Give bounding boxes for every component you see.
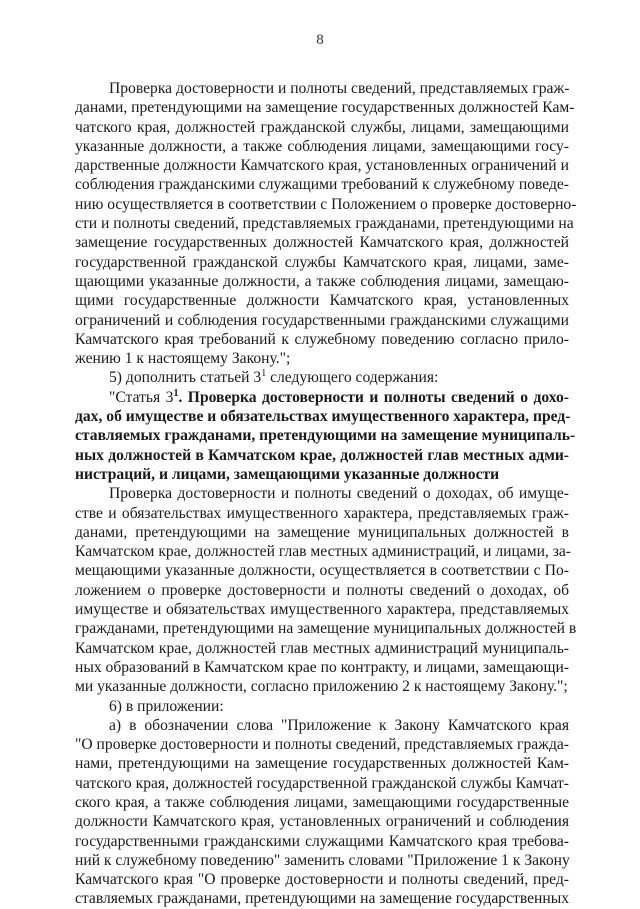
article-heading-line: ставляемых гражданами, претендующими на замещение муниципаль- bbox=[75, 427, 576, 445]
article-quote: "Статья 3 bbox=[109, 388, 174, 406]
paragraph-3-line: ми указанные должности, согласно приложению 2 к настоящему Закону."; bbox=[75, 678, 568, 696]
paragraph-3-line: Проверка достоверности и полноты сведений о доходах, об имуще- bbox=[109, 485, 569, 503]
paragraph-1-line: нию осуществляется в соответствии с Положением о проверке достоверно- bbox=[75, 195, 577, 213]
paragraph-1-line: сти и полноты сведений, представляемых гражданами, претендующими на bbox=[75, 215, 574, 233]
item-6-line: 6) в приложении: bbox=[109, 697, 224, 715]
subitem-a-line: должности Камчатского края, установленных ограничений и соблюдения bbox=[75, 813, 569, 831]
paragraph-1-line: жению 1 к настоящему Закону."; bbox=[75, 350, 291, 368]
paragraph-3-line: гражданами, претендующими на замещение муниципальных должностей в bbox=[75, 620, 577, 638]
subitem-a-line: Камчатского края "О проверке достоверности и полноты сведений, пред- bbox=[75, 871, 569, 889]
paragraph-3-line: ных образований в Камчатском крае по контракту, и лицами, замещающи- bbox=[75, 658, 569, 676]
paragraph-1-line: Камчатского края требований к служебному поведению согласно прило- bbox=[75, 330, 569, 348]
subitem-a-line: "О проверке достоверности и полноты сведений, представляемых гражда- bbox=[75, 736, 569, 754]
paragraph-3-line: мещающими указанные должности, осуществляется в соответствии с По- bbox=[75, 562, 569, 580]
paragraph-1-line: щающими указанные должности, а также соблюдения лицами, замещаю- bbox=[75, 272, 569, 290]
subitem-a-line: а) в обозначении слова "Приложение к Закону Камчатского края bbox=[109, 716, 569, 734]
superscript: 1 bbox=[261, 368, 267, 380]
page-number: 8 bbox=[316, 32, 324, 48]
subitem-a-line: ставляемых гражданами, претендующими на замещение государственных bbox=[75, 890, 569, 908]
article-heading-line: дах, об имуществе и обязательствах имущественного характера, пред- bbox=[75, 408, 571, 426]
paragraph-1-line: государственной гражданской службы Камчатского края, лицами, заме- bbox=[75, 253, 569, 271]
item-5-text: 5) дополнить статьей 3 bbox=[109, 369, 262, 387]
subitem-a-line: чатского края, должностей государственной гражданской службы Камчат- bbox=[75, 774, 569, 792]
item-5-line bbox=[75, 368, 569, 387]
subitem-a-line: государственными гражданскими служащими Камчатского края требова- bbox=[75, 832, 569, 850]
article-heading-line bbox=[75, 388, 569, 407]
paragraph-3-line: данами, претендующими на замещение муниципальных должностей в bbox=[75, 523, 569, 541]
item-5-text-end: следующего содержания: bbox=[266, 369, 439, 387]
paragraph-3-line: ложением о проверке достоверности и полноты сведений о доходах, об bbox=[75, 581, 569, 599]
paragraph-1-line: данами, претендующими на замещение государственных должностей Кам- bbox=[75, 99, 575, 117]
subitem-a-line: ского края, а также соблюдения лицами, замещающими государственные bbox=[75, 793, 569, 811]
paragraph-3-line: Камчатском крае, должностей глав местных администраций муниципаль- bbox=[75, 639, 569, 657]
article-superscript: 1 bbox=[173, 387, 179, 399]
article-heading-line: нистраций, и лицами, замещающими указанные должности bbox=[75, 465, 500, 483]
paragraph-1-line: чатского края, должностей гражданской службы, лицами, замещающими bbox=[75, 118, 569, 136]
article-heading-line: ных должностей в Камчатском крае, должностей глав местных адми- bbox=[75, 446, 569, 464]
paragraph-1-line: ограничений и соблюдения государственными гражданскими служащими bbox=[75, 311, 569, 329]
paragraph-1-line: указанные должности, а также соблюдения лицами, замещающими госу- bbox=[75, 137, 569, 155]
paragraph-1-line: щими государственные должности Камчатского края, установленных bbox=[75, 292, 569, 310]
subitem-a-line: ний к служебному поведению" заменить словами "Приложение 1 к Закону bbox=[75, 851, 570, 869]
paragraph-1-line: замещение государственных должностей Камчатского края, должностей bbox=[75, 234, 569, 252]
paragraph-1-line: соблюдения гражданскими служащими требований к служебному поведе- bbox=[75, 176, 569, 194]
paragraph-3-line: стве и обязательствах имущественного характера, представляемых граж- bbox=[75, 504, 569, 522]
document-body bbox=[75, 79, 577, 909]
paragraph-3-line: имуществе и обязательствах имущественного характера, представляемых bbox=[75, 601, 569, 619]
paragraph-1-line: дарственные должности Камчатского края, установленных ограничений и bbox=[75, 157, 569, 175]
article-title-start: . Проверка достоверности и полноты сведений о дохо- bbox=[178, 388, 569, 406]
paragraph-1-line: Проверка достоверности и полноты сведений, представляемых граж- bbox=[109, 80, 570, 97]
paragraph-3-line: Камчатском крае, должностей глав местных администраций, и лицами, за- bbox=[75, 543, 571, 561]
subitem-a-line: нами, претендующими на замещение государственных должностей Кам- bbox=[75, 755, 569, 773]
